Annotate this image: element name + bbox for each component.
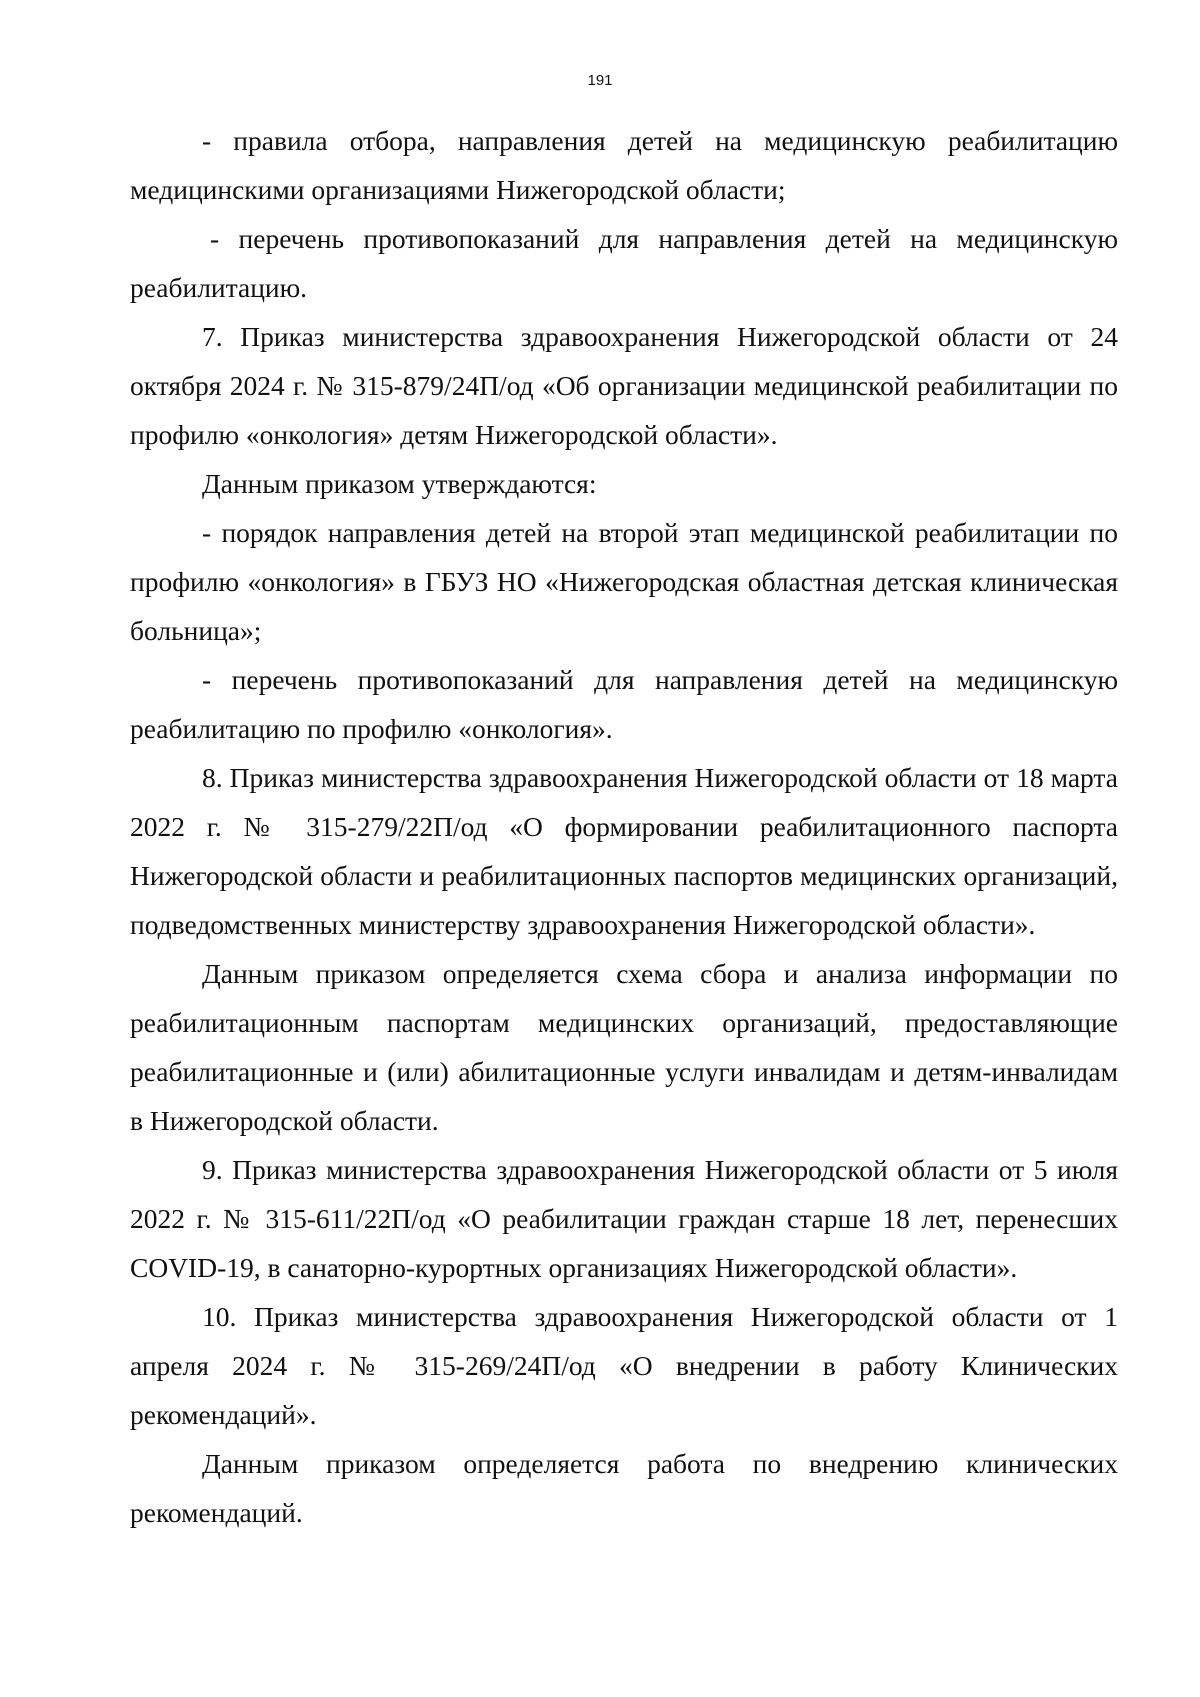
paragraph-order-10-description: Данным приказом определяется работа по внедрению клинических рекомендаций.: [130, 1448, 1118, 1528]
paragraph-order-10: 10. Приказ министерства здравоохранения Нижегородской области от 1 апреля 2024 г. № 315-269/24П/од «О внедрении в работу Клинических рекомендаций».: [130, 1301, 1118, 1430]
paragraph-contraindications-list: - перечень противопоказаний для направления детей на медицинскую реабилитацию.: [130, 223, 1118, 303]
paragraph-oncology-contraindications: - перечень противопоказаний для направления детей на медицинскую реабилитацию по профилю «онкология».: [130, 664, 1118, 744]
paragraph-referral-procedure: - порядок направления детей на второй этап медицинской реабилитации по профилю «онкология» в ГБУЗ НО «Нижегородская областная детская клиническая больница»;: [130, 517, 1118, 646]
page-number: 191: [587, 72, 613, 89]
document-body: [130, 116, 1118, 1537]
paragraph-order-9: 9. Приказ министерства здравоохранения Нижегородской области от 5 июля 2022 г. № 315-611/22П/од «О реабилитации граждан старше 18 лет, перенесших COVID-19, в санаторно-курортных организациях Нижегородской области».: [130, 1154, 1118, 1283]
paragraph-order-8: 8. Приказ министерства здравоохранения Нижегородской области от 18 марта 2022 г. № 315-279/22П/од «О формировании реабилитационного паспорта Нижегородской области и реабилитационных паспортов медицинских организаций, подведомственных министерству здравоохранения Нижегородской области».: [130, 762, 1118, 940]
paragraph-order-8-description: Данным приказом определяется схема сбора и анализа информации по реабилитационным паспортам медицинских организаций, предоставляющие реабилитационные и (или) абилитационные услуги инвалидам и детям-инвалидам в Нижегородской области.: [130, 958, 1118, 1136]
paragraph-order-7: 7. Приказ министерства здравоохранения Нижегородской области от 24 октября 2024 г. № 315-879/24П/од «Об организации медицинской реабилитации по профилю «онкология» детям Нижегородской области».: [130, 321, 1118, 450]
paragraph-selection-rules: - правила отбора, направления детей на медицинскую реабилитацию медицинскими организациями Нижегородской области;: [130, 125, 1118, 205]
paragraph-order-7-approves: Данным приказом утверждаются:: [202, 468, 597, 499]
